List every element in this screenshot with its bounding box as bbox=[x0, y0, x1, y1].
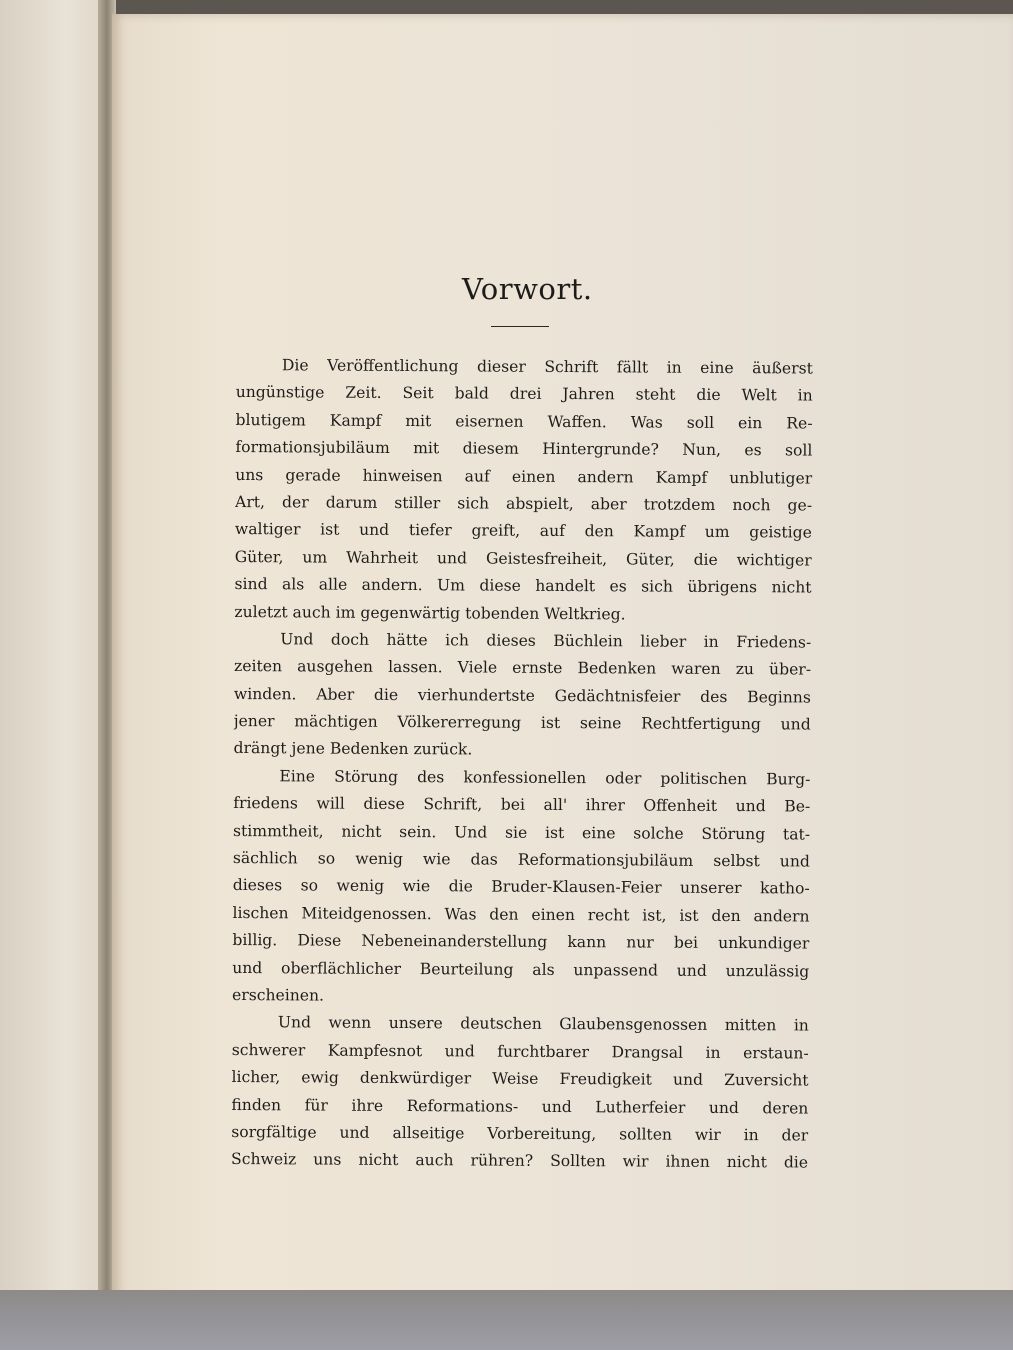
text-line: zuletzt auch im gegenwärtig tobenden Weltkrieg. bbox=[234, 602, 626, 623]
text-line: Und wenn unsere deutschen Glaubensgenossen mitten in bbox=[277, 1013, 809, 1035]
text-line: friedens will diese Schrift, bei all' ihrer Offenheit und Be- bbox=[233, 794, 811, 816]
text-line: jener mächtigen Völkererregung ist seine Rechtfertigung und bbox=[233, 712, 811, 734]
text-line: Güter, um Wahrheit und Geistesfreiheit, Güter, die wichtiger bbox=[234, 547, 812, 570]
text-line: winden. Aber die vierhundertste Gedächtnisfeier des Beginns bbox=[233, 684, 811, 707]
text-line: und oberflächlicher Beurteilung als unpassend und unzulässig bbox=[232, 958, 810, 981]
text-line: dieses so wenig wie die Bruder-Klausen-Feier unserer katho- bbox=[232, 876, 810, 898]
text-line: sind als alle andern. Um diese handelt es sich übrigens nicht bbox=[234, 575, 812, 597]
text-line: sorgfältige und allseitige Vorbereitung, sollten wir in der bbox=[231, 1122, 809, 1145]
text-line: Eine Störung des konfessionellen oder politischen Burg- bbox=[279, 767, 811, 789]
text-line: Art, der darum stiller sich abspielt, aber trotzdem noch ge- bbox=[235, 492, 813, 515]
left-page-edge bbox=[0, 0, 108, 1350]
text-line: Die Veröffentlichung dieser Schrift fällt in eine äußerst bbox=[281, 356, 813, 378]
text-line: waltiger ist und tiefer greift, auf den Kampf um geistige bbox=[234, 520, 812, 542]
text-line: licher, ewig denkwürdiger Weise Freudigkeit und Zuversicht bbox=[231, 1068, 809, 1090]
text-line: blutigem Kampf mit eisernen Waffen. Was soll ein Re- bbox=[235, 410, 813, 433]
text-line: ungünstige Zeit. Seit bald drei Jahren steht die Welt in bbox=[235, 383, 813, 405]
text-line: formationsjubiläum mit diesem Hintergrunde? Nun, es soll bbox=[235, 438, 813, 460]
text-line: zeiten ausgehen lassen. Viele ernste Bedenken waren zu über- bbox=[234, 657, 812, 679]
title-rule bbox=[491, 326, 549, 327]
text-line: drängt jene Bedenken zurück. bbox=[233, 739, 473, 759]
text-line: Und doch hätte ich dieses Büchlein lieber in Friedens- bbox=[280, 630, 812, 652]
text-line: erscheinen. bbox=[232, 985, 325, 1005]
text-line: schwerer Kampfesnot und furchtbarer Drangsal in erstaun- bbox=[231, 1040, 809, 1063]
body-text bbox=[231, 352, 813, 1176]
page-title: Vorwort. bbox=[462, 272, 593, 306]
text-line: uns gerade hinweisen auf einen andern Kampf unblutiger bbox=[235, 465, 813, 488]
text-line: billig. Diese Nebeneinanderstellung kann nur bei unkundiger bbox=[232, 931, 810, 953]
text-line: stimmtheit, nicht sein. Und sie ist eine solche Störung tat- bbox=[233, 821, 811, 844]
text-line: Schweiz uns nicht auch rühren? Sollten wir ihnen nicht die bbox=[231, 1150, 809, 1172]
backdrop-bottom bbox=[0, 1290, 1013, 1350]
text-line: finden für ihre Reformations- und Lutherfeier und deren bbox=[231, 1095, 809, 1118]
text-line: sächlich so wenig wie das Reformationsjubiläum selbst und bbox=[232, 849, 810, 871]
text-line: lischen Miteidgenossen. Was den einen recht ist, ist den andern bbox=[232, 903, 810, 926]
